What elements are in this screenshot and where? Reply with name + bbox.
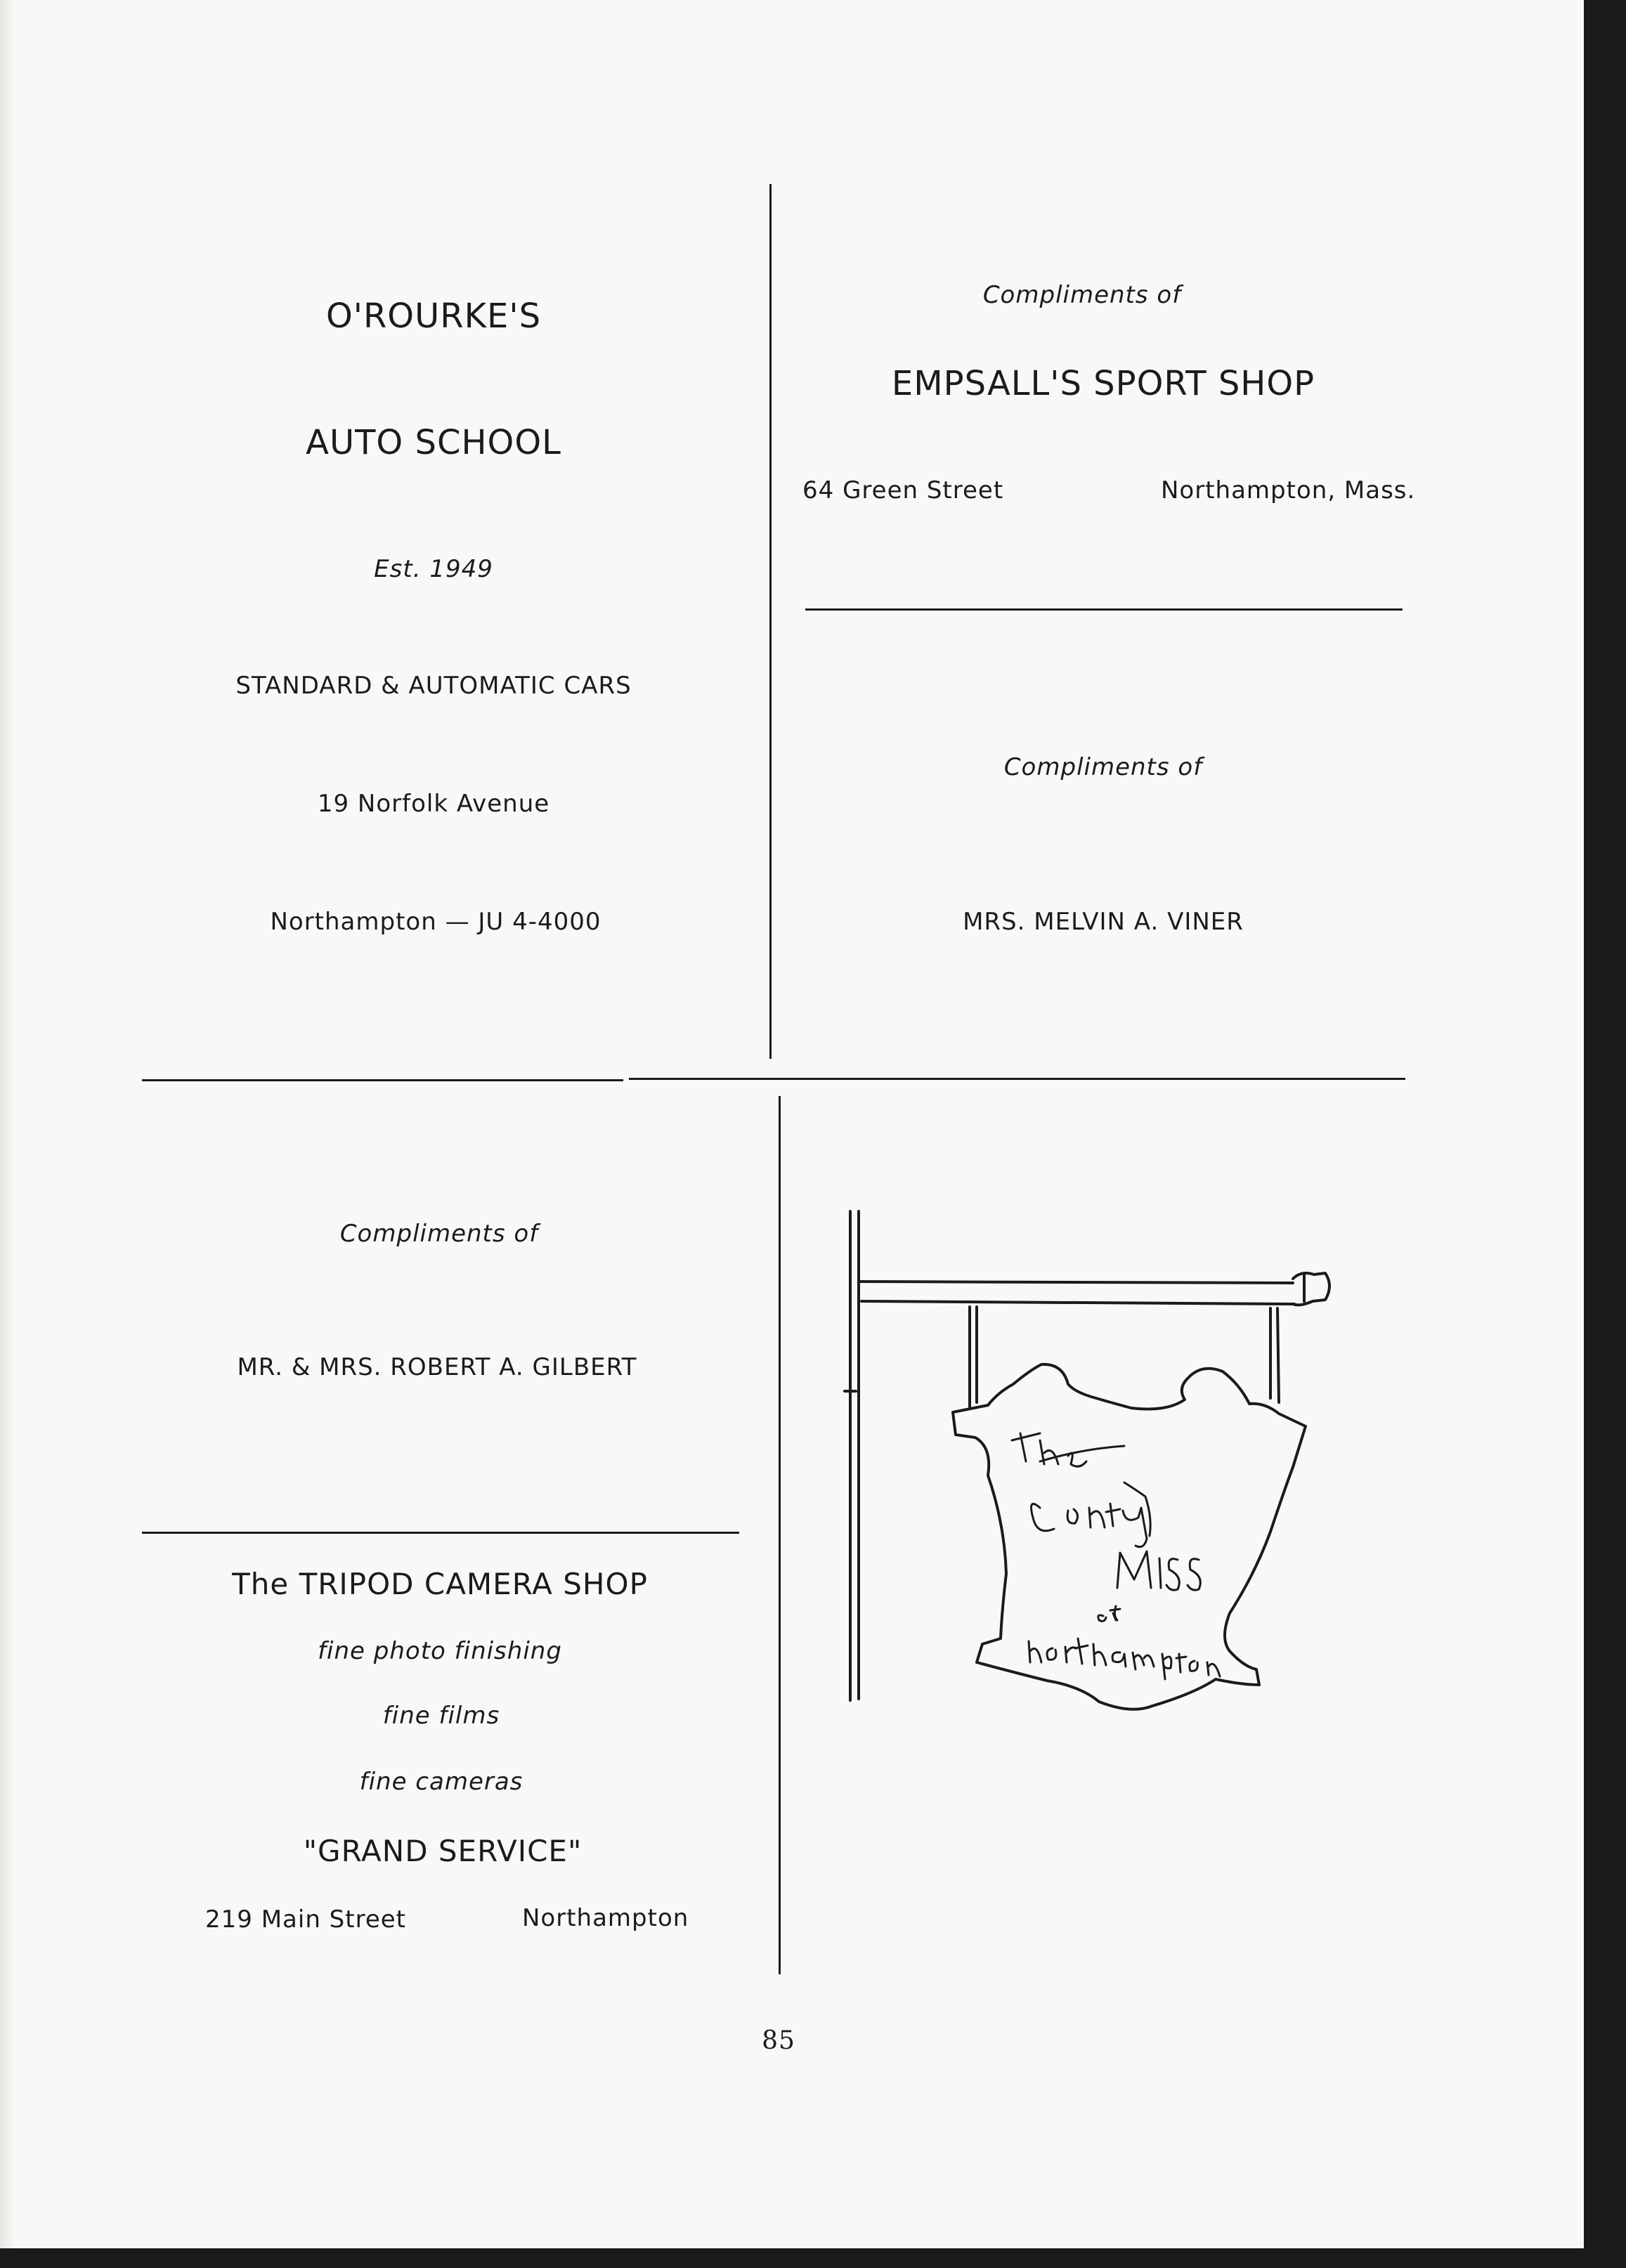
country-miss-sign-illustration xyxy=(829,1194,1363,1742)
empsall-street: 64 Green Street xyxy=(802,476,1004,504)
orourke-city-phone: Northampton — JU 4-4000 xyxy=(270,908,601,936)
column-divider-upper xyxy=(769,184,772,1059)
orourke-services: STANDARD & AUTOMATIC CARS xyxy=(235,672,632,700)
divider-gilbert-tripod xyxy=(142,1532,739,1534)
column-divider-lower xyxy=(779,1096,781,1974)
tripod-line1: fine photo finishing xyxy=(318,1637,562,1665)
empsall-compliments: Compliments of xyxy=(982,281,1182,309)
divider-empsall-viner xyxy=(805,608,1403,611)
orourke-address: 19 Norfolk Avenue xyxy=(317,790,550,818)
middle-divider-left xyxy=(142,1079,623,1081)
scan-edge-bottom xyxy=(0,2248,1626,2268)
tripod-city: Northampton xyxy=(522,1904,689,1932)
tripod-name: The TRIPOD CAMERA SHOP xyxy=(232,1567,648,1601)
tripod-slogan: "GRAND SERVICE" xyxy=(303,1834,583,1868)
gilbert-name: MR. & MRS. ROBERT A. GILBERT xyxy=(237,1353,637,1381)
orourke-established: Est. 1949 xyxy=(374,555,493,583)
scan-edge-right xyxy=(1584,0,1626,2268)
orourke-subname: AUTO SCHOOL xyxy=(306,423,561,462)
empsall-city: Northampton, Mass. xyxy=(1161,476,1416,504)
tripod-line2: fine films xyxy=(382,1702,500,1730)
viner-compliments: Compliments of xyxy=(1003,753,1203,781)
gilbert-compliments: Compliments of xyxy=(339,1220,539,1248)
tripod-street: 219 Main Street xyxy=(205,1905,406,1934)
middle-divider-right xyxy=(629,1078,1405,1080)
page-number: 85 xyxy=(762,2026,795,2055)
empsall-name: EMPSALL'S SPORT SHOP xyxy=(891,364,1315,403)
viner-name: MRS. MELVIN A. VINER xyxy=(963,908,1244,936)
page-binding-shadow xyxy=(0,0,15,2248)
tripod-line3: fine cameras xyxy=(359,1768,523,1796)
orourke-name: O'ROURKE'S xyxy=(325,296,542,336)
